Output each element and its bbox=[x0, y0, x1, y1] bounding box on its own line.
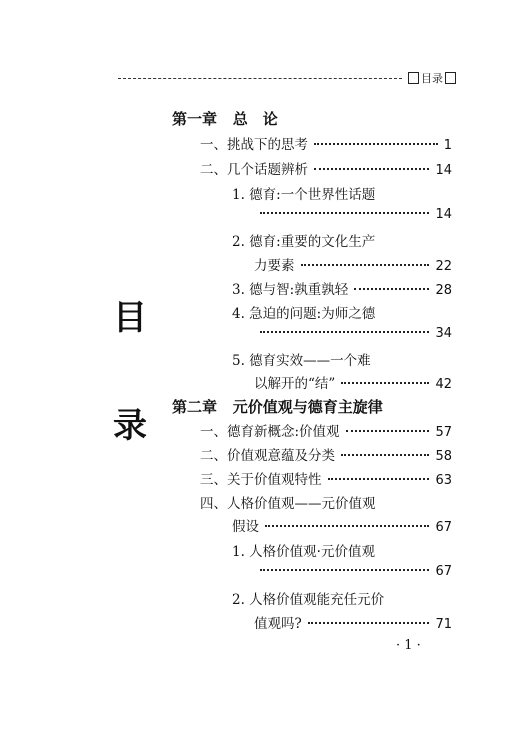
entry-text: 一、挑战下的思考 bbox=[200, 137, 308, 153]
toc-entry[interactable] bbox=[200, 158, 452, 178]
entry-page: 28 bbox=[435, 283, 452, 298]
entry-text: 一、德育新概念:价值观 bbox=[200, 424, 340, 440]
toc-entry[interactable] bbox=[200, 468, 452, 488]
entry-text: 2. 人格价值观能充任元价 bbox=[232, 592, 385, 608]
toc-entry-cont[interactable] bbox=[254, 564, 452, 579]
entry-text: 2. 德育:重要的文化生产 bbox=[232, 234, 376, 250]
toc-entry[interactable] bbox=[200, 133, 452, 153]
entry-page: 63 bbox=[435, 473, 452, 488]
entry-page: 22 bbox=[435, 259, 452, 274]
entry-text: 以解开的“结” bbox=[254, 376, 336, 392]
entry-text: 3. 德与智:孰重孰轻 bbox=[232, 282, 349, 298]
toc-entry-cont[interactable] bbox=[232, 515, 452, 535]
leader-dots bbox=[260, 331, 429, 333]
entry-text: 5. 德育实效——一个难 bbox=[232, 353, 371, 369]
toc-entry[interactable] bbox=[232, 183, 375, 203]
toc-entry-cont[interactable] bbox=[254, 372, 452, 392]
leader-dots bbox=[346, 430, 430, 432]
entry-text: 力要素 bbox=[254, 258, 295, 274]
header-rule bbox=[118, 78, 402, 79]
leader-dots bbox=[354, 288, 429, 290]
chapter-2-title: 元价值观与德育主旋律 bbox=[232, 398, 383, 416]
header-label: 目录 bbox=[421, 72, 443, 85]
toc-entry[interactable] bbox=[232, 278, 452, 298]
toc-entry-cont[interactable] bbox=[254, 254, 452, 274]
entry-page: 14 bbox=[435, 207, 452, 222]
running-header bbox=[118, 70, 458, 86]
leader-dots bbox=[260, 212, 429, 214]
leader-dots bbox=[314, 143, 438, 145]
entry-text: 4. 急迫的问题:为师之德 bbox=[232, 306, 376, 322]
chapter-2-heading bbox=[172, 396, 383, 417]
header-box-left bbox=[408, 72, 419, 84]
toc-entry[interactable] bbox=[232, 302, 375, 322]
leader-dots bbox=[260, 569, 429, 571]
toc-entry-cont[interactable] bbox=[254, 207, 452, 222]
leader-dots bbox=[328, 478, 430, 480]
chapter-1-number: 第一章 bbox=[172, 110, 218, 128]
toc-entry[interactable] bbox=[232, 230, 375, 250]
entry-text: 假设 bbox=[232, 519, 259, 535]
entry-page: 1 bbox=[443, 138, 452, 153]
toc-entry[interactable] bbox=[232, 540, 375, 560]
side-title-char-1: 目 bbox=[113, 298, 147, 338]
chapter-1-heading bbox=[172, 108, 278, 129]
entry-page: 57 bbox=[435, 425, 452, 440]
leader-dots bbox=[341, 454, 429, 456]
toc-entry-cont[interactable] bbox=[254, 612, 452, 632]
header-box-right bbox=[445, 72, 456, 84]
chapter-2-number: 第二章 bbox=[172, 398, 218, 416]
entry-text: 二、几个话题辨析 bbox=[200, 162, 308, 178]
entry-page: 42 bbox=[435, 377, 452, 392]
toc-entry[interactable] bbox=[200, 420, 452, 440]
entry-page: 67 bbox=[435, 564, 452, 579]
leader-dots bbox=[308, 622, 430, 624]
entry-page: 71 bbox=[435, 617, 452, 632]
entry-page: 34 bbox=[435, 326, 452, 341]
side-title-char-2: 录 bbox=[113, 406, 147, 446]
toc-entry[interactable] bbox=[232, 349, 371, 369]
entry-text: 三、关于价值观特性 bbox=[200, 472, 322, 488]
toc-entry[interactable] bbox=[232, 588, 384, 608]
entry-text: 1. 德育:一个世界性话题 bbox=[232, 187, 376, 203]
leader-dots bbox=[314, 168, 429, 170]
entry-page: 14 bbox=[435, 163, 452, 178]
leader-dots bbox=[341, 382, 429, 384]
entry-page: 67 bbox=[435, 520, 452, 535]
entry-text: 值观吗? bbox=[254, 616, 302, 632]
toc-entry[interactable] bbox=[200, 492, 376, 512]
entry-text: 四、人格价值观——元价值观 bbox=[200, 496, 376, 512]
toc-entry-cont[interactable] bbox=[254, 326, 452, 341]
entry-text: 二、价值观意蕴及分类 bbox=[200, 448, 335, 464]
entry-text: 1. 人格价值观·元价值观 bbox=[232, 544, 375, 560]
leader-dots bbox=[301, 264, 430, 266]
chapter-1-title: 总 论 bbox=[232, 110, 278, 128]
entry-page: 58 bbox=[435, 449, 452, 464]
toc-entry[interactable] bbox=[200, 444, 452, 464]
page-number: · 1 · bbox=[396, 638, 421, 653]
leader-dots bbox=[265, 525, 429, 527]
